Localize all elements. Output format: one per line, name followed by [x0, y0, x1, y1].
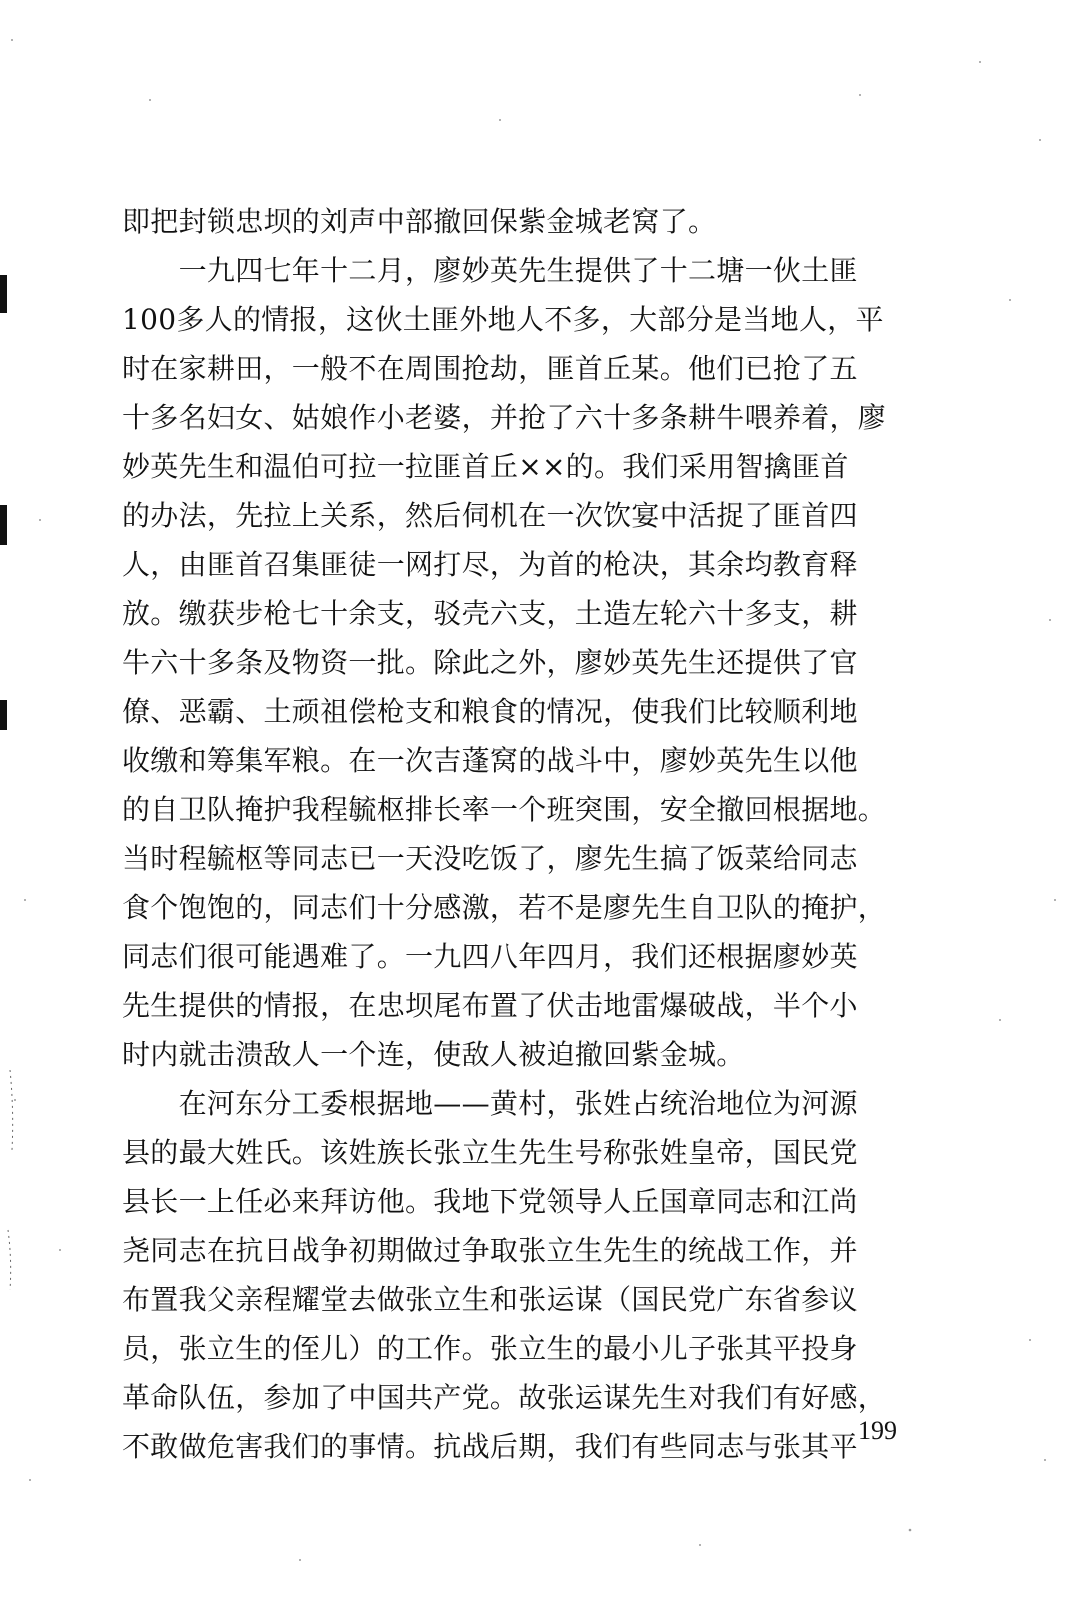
text-line: 十多名妇女、姑娘作小老婆，并抢了六十多条耕牛喂养着，廖	[122, 401, 887, 434]
text-line: 的自卫队掩护我程毓枢排长率一个班突围，安全撤回根据地。	[122, 793, 887, 826]
text-line: 布置我父亲程耀堂去做张立生和张运谋（国民党广东省参议	[122, 1283, 858, 1316]
text-line: 时在家耕田，一般不在周围抢劫，匪首丘某。他们已抢了五	[122, 352, 858, 385]
text-line: 即把封锁忠坝的刘声中部撤回保紫金城老窝了。	[122, 205, 717, 238]
scan-edge-mark	[0, 275, 7, 313]
text-line: 当时程毓枢等同志已一天没吃饭了，廖先生搞了饭菜给同志	[122, 842, 858, 875]
text-line: 放。缴获步枪七十余支，驳壳六支，土造左轮六十多支，耕	[122, 597, 858, 630]
text-line: 革命队伍，参加了中国共产党。故张运谋先生对我们有好感，	[122, 1381, 887, 1414]
text-line: 牛六十多条及物资一批。除此之外，廖妙英先生还提供了官	[122, 646, 858, 679]
text-line: 县长一上任必来拜访他。我地下党领导人丘国章同志和江尚	[122, 1185, 858, 1218]
text-line: 的办法，先拉上关系，然后伺机在一次饮宴中活捉了匪首四	[122, 499, 858, 532]
text-line: 时内就击溃敌人一个连，使敌人被迫撤回紫金城。	[122, 1038, 745, 1071]
text-line: 不敢做危害我们的事情。抗战后期，我们有些同志与张其平	[122, 1430, 858, 1463]
scan-edge-mark	[0, 700, 7, 730]
text-line: 县的最大姓氏。该姓族长张立生先生号称张姓皇帝，国民党	[122, 1136, 858, 1169]
body-text	[122, 197, 952, 1471]
text-line: 100多人的情报，这伙土匪外地人不多，大部分是当地人，平	[122, 303, 884, 336]
text-line: 妙英先生和温伯可拉一拉匪首丘××的。我们采用智擒匪首	[122, 450, 849, 483]
text-line: 僚、恶霸、土顽祖偿枪支和粮食的情况，使我们比较顺利地	[122, 695, 858, 728]
text-line: 食个饱饱的，同志们十分感激，若不是廖先生自卫队的掩护，	[122, 891, 887, 924]
text-line: 在河东分工委根据地——黄村，张姓占统治地位为河源	[122, 1087, 858, 1120]
text-line: 一九四七年十二月，廖妙英先生提供了十二塘一伙土匪	[122, 254, 858, 287]
text-line: 收缴和筹集军粮。在一次吉蓬窝的战斗中，廖妙英先生以他	[122, 744, 858, 777]
page-number: 199	[858, 1416, 897, 1445]
text-line: 同志们很可能遇难了。一九四八年四月，我们还根据廖妙英	[122, 940, 858, 973]
text-line: 员，张立生的侄儿）的工作。张立生的最小儿子张其平投身	[122, 1332, 858, 1365]
scan-edge-mark	[0, 505, 7, 545]
text-line: 先生提供的情报，在忠坝尾布置了伏击地雷爆破战，半个小	[122, 989, 858, 1022]
text-line: 人，由匪首召集匪徒一网打尽，为首的枪决，其余均教育释	[122, 548, 858, 581]
text-line: 尧同志在抗日战争初期做过争取张立生先生的统战工作，并	[122, 1234, 858, 1267]
